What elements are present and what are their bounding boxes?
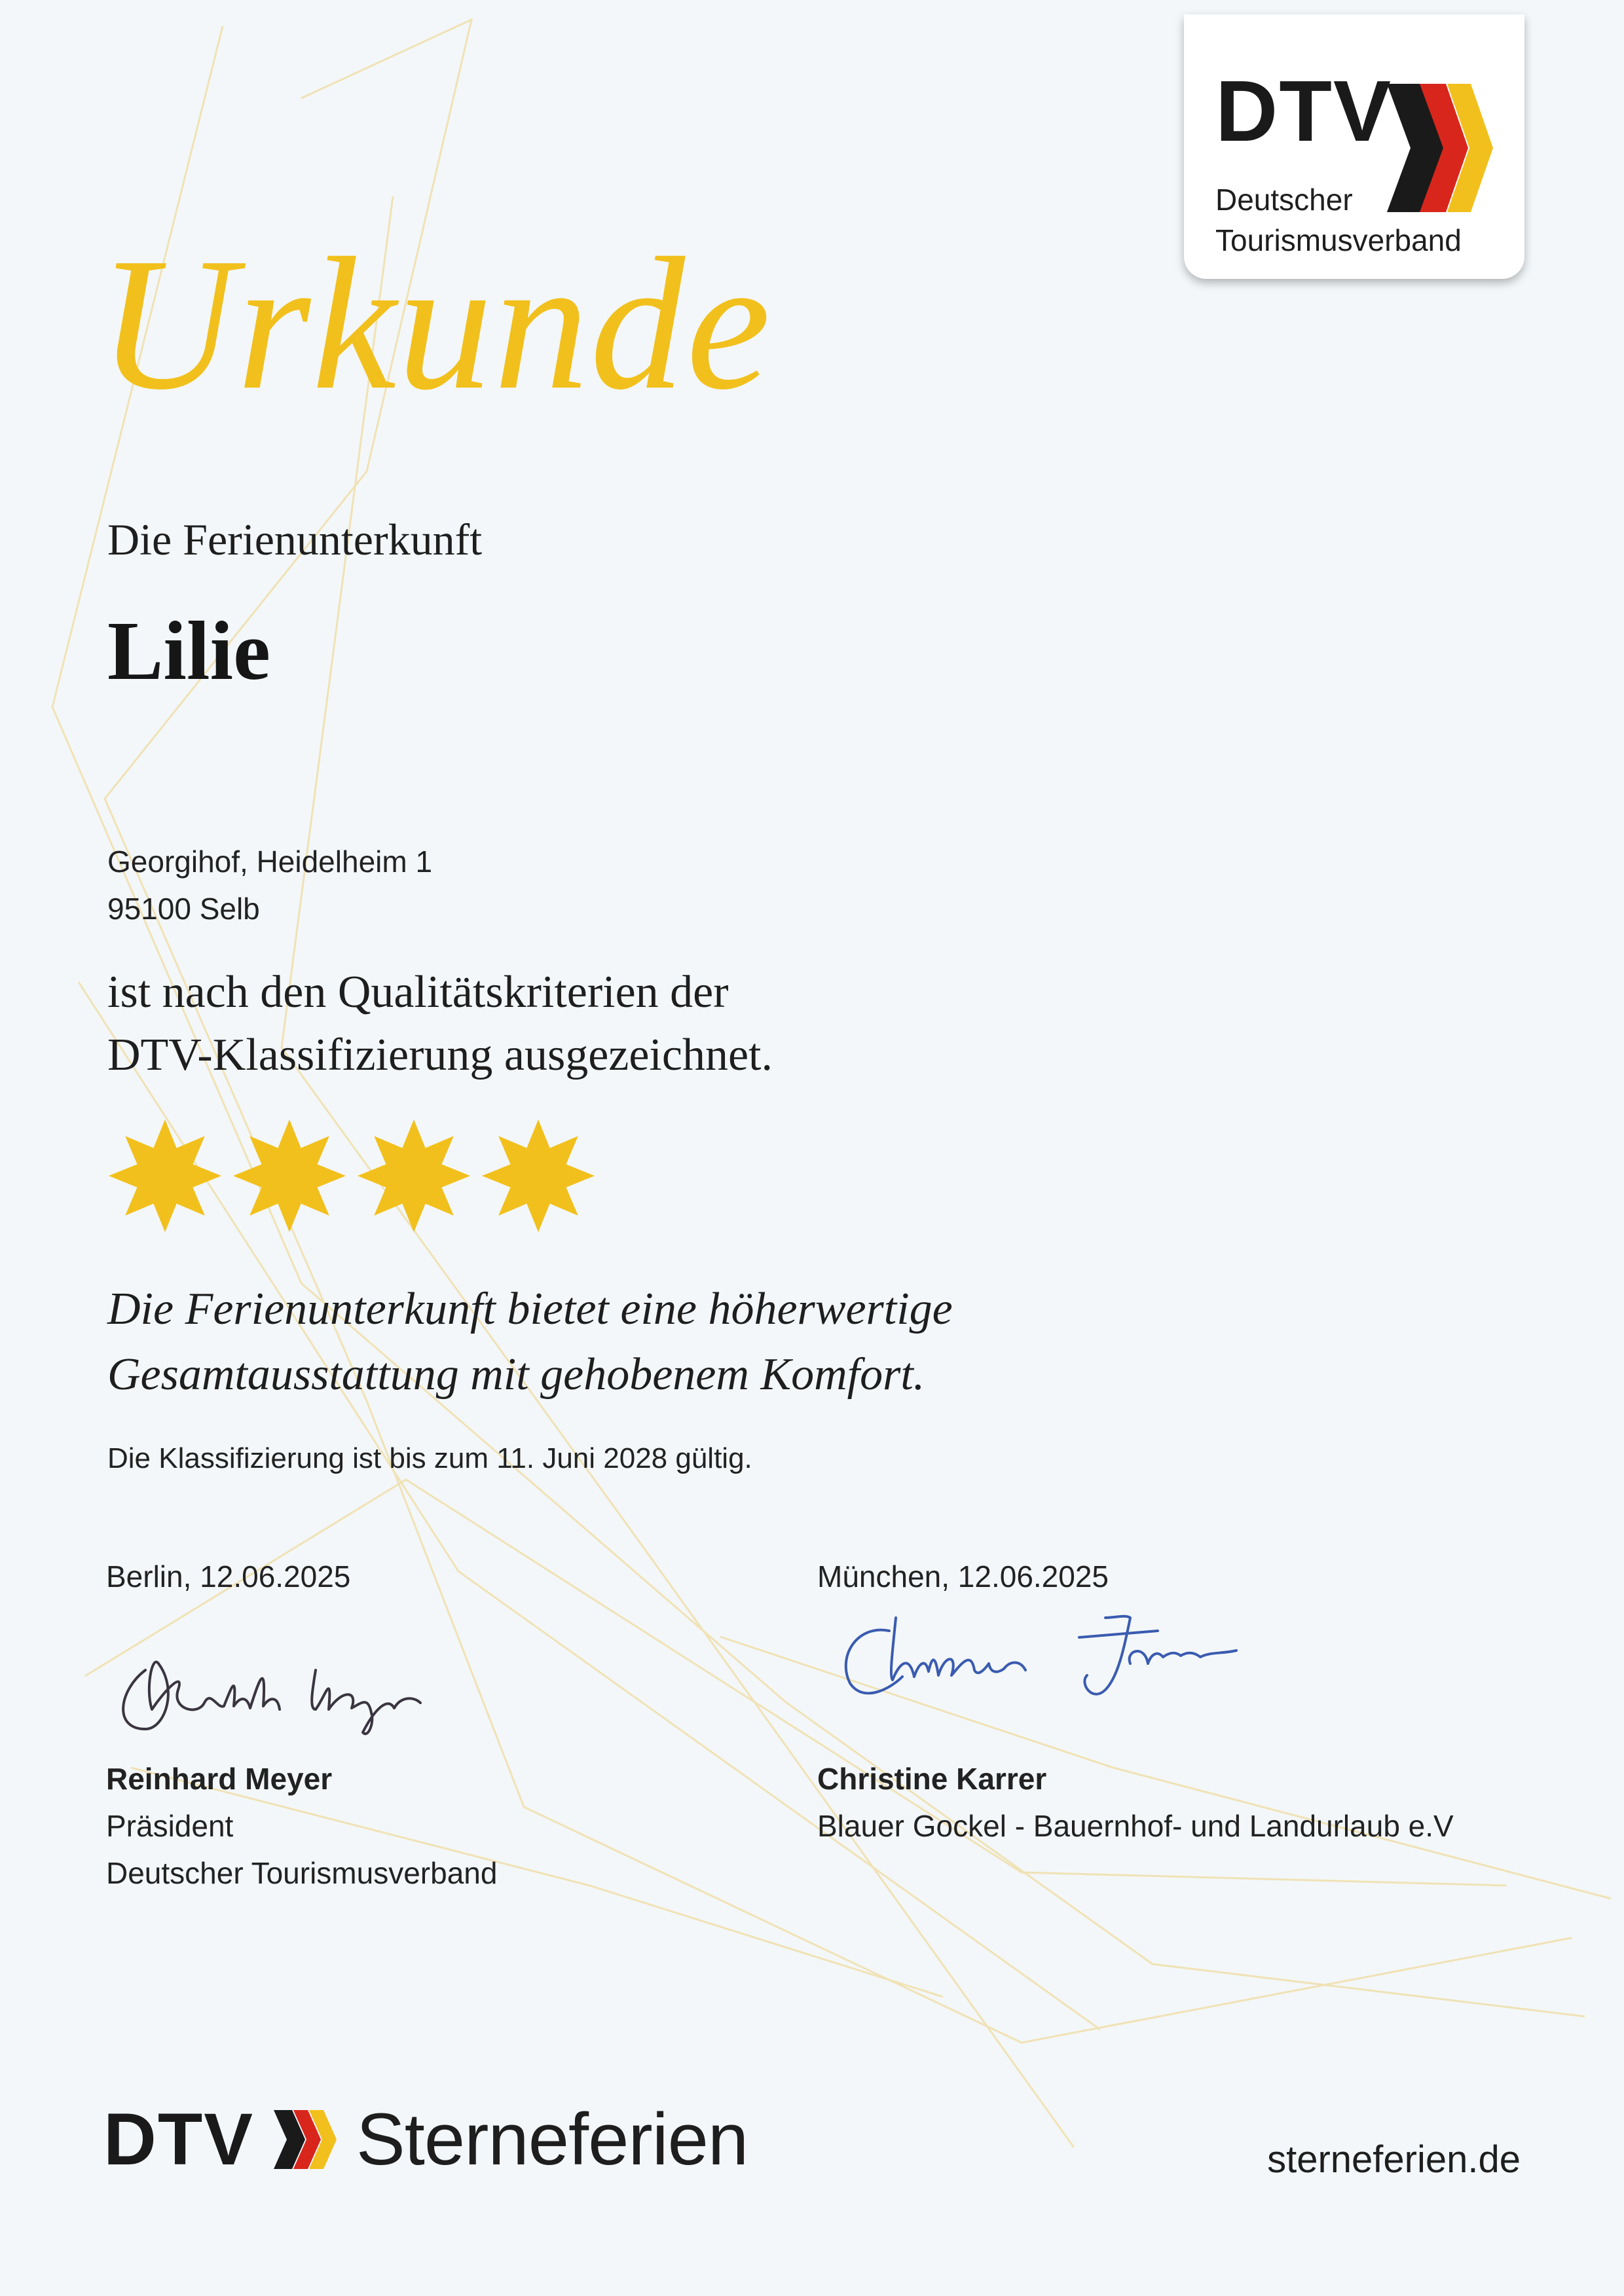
benefit-text: [107, 1277, 953, 1408]
handwritten-signature-icon: [817, 1592, 1289, 1755]
handwritten-signature-icon: [106, 1592, 473, 1755]
logo-abbreviation: DTV: [1215, 63, 1392, 159]
address-line-1: Georgihof, Heidelheim 1: [107, 845, 433, 879]
logo-line-1: Deutscher: [1215, 183, 1353, 217]
star-rating: [107, 1118, 605, 1236]
validity-note: Die Klassifizierung ist bis zum 11. Juni 2028 gültig.: [107, 1442, 752, 1474]
benefit-line-1: Die Ferienunterkunft bietet eine höherwertige: [107, 1284, 953, 1334]
statement-line-2: DTV-Klassifizierung ausgezeichnet.: [107, 1030, 773, 1080]
star-icon: [107, 1118, 223, 1233]
certificate-title: Urkunde: [98, 219, 772, 429]
classification-statement: [107, 961, 773, 1087]
signatory-place-date: Berlin, 12.06.2025: [106, 1559, 351, 1594]
signatory-name: Reinhard Meyer: [106, 1762, 333, 1796]
star-icon: [356, 1118, 471, 1233]
signature-christine-karrer: [817, 1592, 1454, 1755]
footer-brand-name: Sterneferien: [356, 2098, 748, 2180]
property-name: Lilie: [107, 604, 270, 697]
statement-line-1: ist nach den Qualitätskriterien der: [107, 967, 729, 1017]
signatory-place-date: München, 12.06.2025: [817, 1559, 1109, 1594]
signatory-role: Präsident: [106, 1809, 234, 1843]
signatory-left: [106, 1561, 497, 1897]
signatory-organization: Blauer Gockel - Bauernhof- und Landurlaub e.V: [817, 1809, 1454, 1843]
signatory-organization: Deutscher Tourismusverband: [106, 1856, 498, 1890]
logo-line-2: Tourismusverband: [1215, 223, 1462, 257]
footer-website-link[interactable]: sterneferien.de: [1267, 2138, 1521, 2181]
signatory-name: Christine Karrer: [817, 1762, 1047, 1796]
signatory-right: [817, 1561, 1454, 1850]
star-icon: [481, 1118, 596, 1233]
footer-brand-logo: [103, 2100, 748, 2179]
star-icon: [232, 1118, 347, 1233]
benefit-line-2: Gesamtausstattung mit gehobenem Komfort.: [107, 1349, 925, 1400]
address-line-2: 95100 Selb: [107, 892, 260, 926]
dtv-logo: [1184, 14, 1524, 279]
lead-text: Die Ferienunterkunft: [107, 515, 483, 564]
property-address: [107, 838, 432, 932]
footer-brand-abbreviation: DTV: [103, 2098, 254, 2180]
chevron-logo-icon: [270, 2104, 342, 2176]
signature-reinhard-meyer: [106, 1592, 497, 1755]
